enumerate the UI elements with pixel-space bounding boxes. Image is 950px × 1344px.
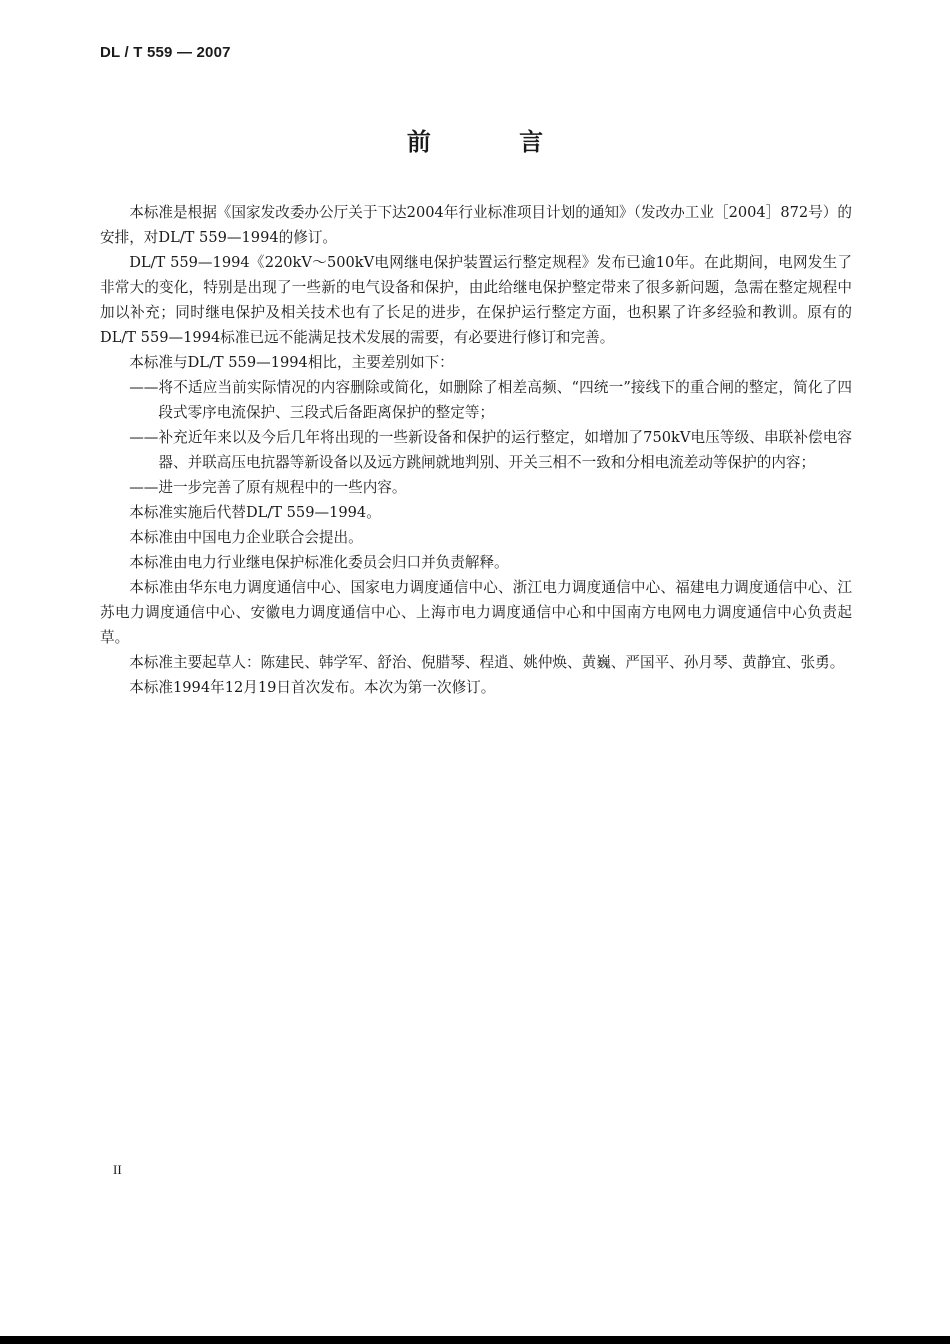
list-item: ——进一步完善了原有规程中的一些内容。: [129, 479, 407, 496]
paragraph: 本标准1994年12月19日首次发布。本次为第一次修订。: [129, 679, 496, 696]
bottom-rule: [0, 1336, 950, 1344]
list-item: ——补充近年来以及今后几年将出现的一些新设备和保护的运行整定，如增加了750kV电压等级、串联补偿电容器、并联高压电抗器等新设备以及远方跳闸就地判别、开关三相不一致和分相电流差动等保护的内容；: [129, 429, 852, 471]
page-number: II: [113, 1162, 122, 1177]
foreword-body: [100, 200, 852, 700]
paragraph: 本标准由华东电力调度通信中心、国家电力调度通信中心、浙江电力调度通信中心、福建电力调度通信中心、江苏电力调度通信中心、安徽电力调度通信中心、上海市电力调度通信中心和中国南方电网电力调度通信中心负责起草。: [100, 579, 852, 646]
paragraph: 本标准由电力行业继电保护标准化委员会归口并负责解释。: [129, 554, 509, 571]
paragraph: 本标准实施后代替DL/T 559—1994。: [129, 504, 381, 521]
paragraph: DL/T 559—1994《220kV～500kV电网继电保护装置运行整定规程》发布已逾10年。在此期间，电网发生了非常大的变化，特别是出现了一些新的电气设备和保护，由此给继电保护整定带来了很多新问题，急需在整定规程中加以补充；同时继电保护及相关技术也有了长足的进步，在保护运行整定方面，也积累了许多经验和教训。原有的DL/T 559—1994标准已远不能满足技术发展的需要，有必要进行修订和完善。: [100, 254, 852, 346]
paragraph: 本标准是根据《国家发改委办公厅关于下达2004年行业标准项目计划的通知》（发改办工业［2004］872号）的安排，对DL/T 559—1994的修订。: [100, 204, 852, 246]
paragraph: 本标准主要起草人：陈建民、韩学军、舒治、倪腊琴、程逍、姚仲焕、黄巍、严国平、孙月琴、黄静宜、张勇。: [129, 654, 845, 671]
page-title: 前 言: [406, 128, 584, 156]
paragraph: 本标准与DL/T 559—1994相比，主要差别如下：: [129, 354, 454, 371]
list-item: ——将不适应当前实际情况的内容删除或简化，如删除了相差高频、“四统一”接线下的重合闸的整定，简化了四段式零序电流保护、三段式后备距离保护的整定等；: [129, 379, 852, 421]
paragraph: 本标准由中国电力企业联合会提出。: [129, 529, 363, 546]
standard-code-header: DL / T 559 — 2007: [100, 44, 231, 61]
